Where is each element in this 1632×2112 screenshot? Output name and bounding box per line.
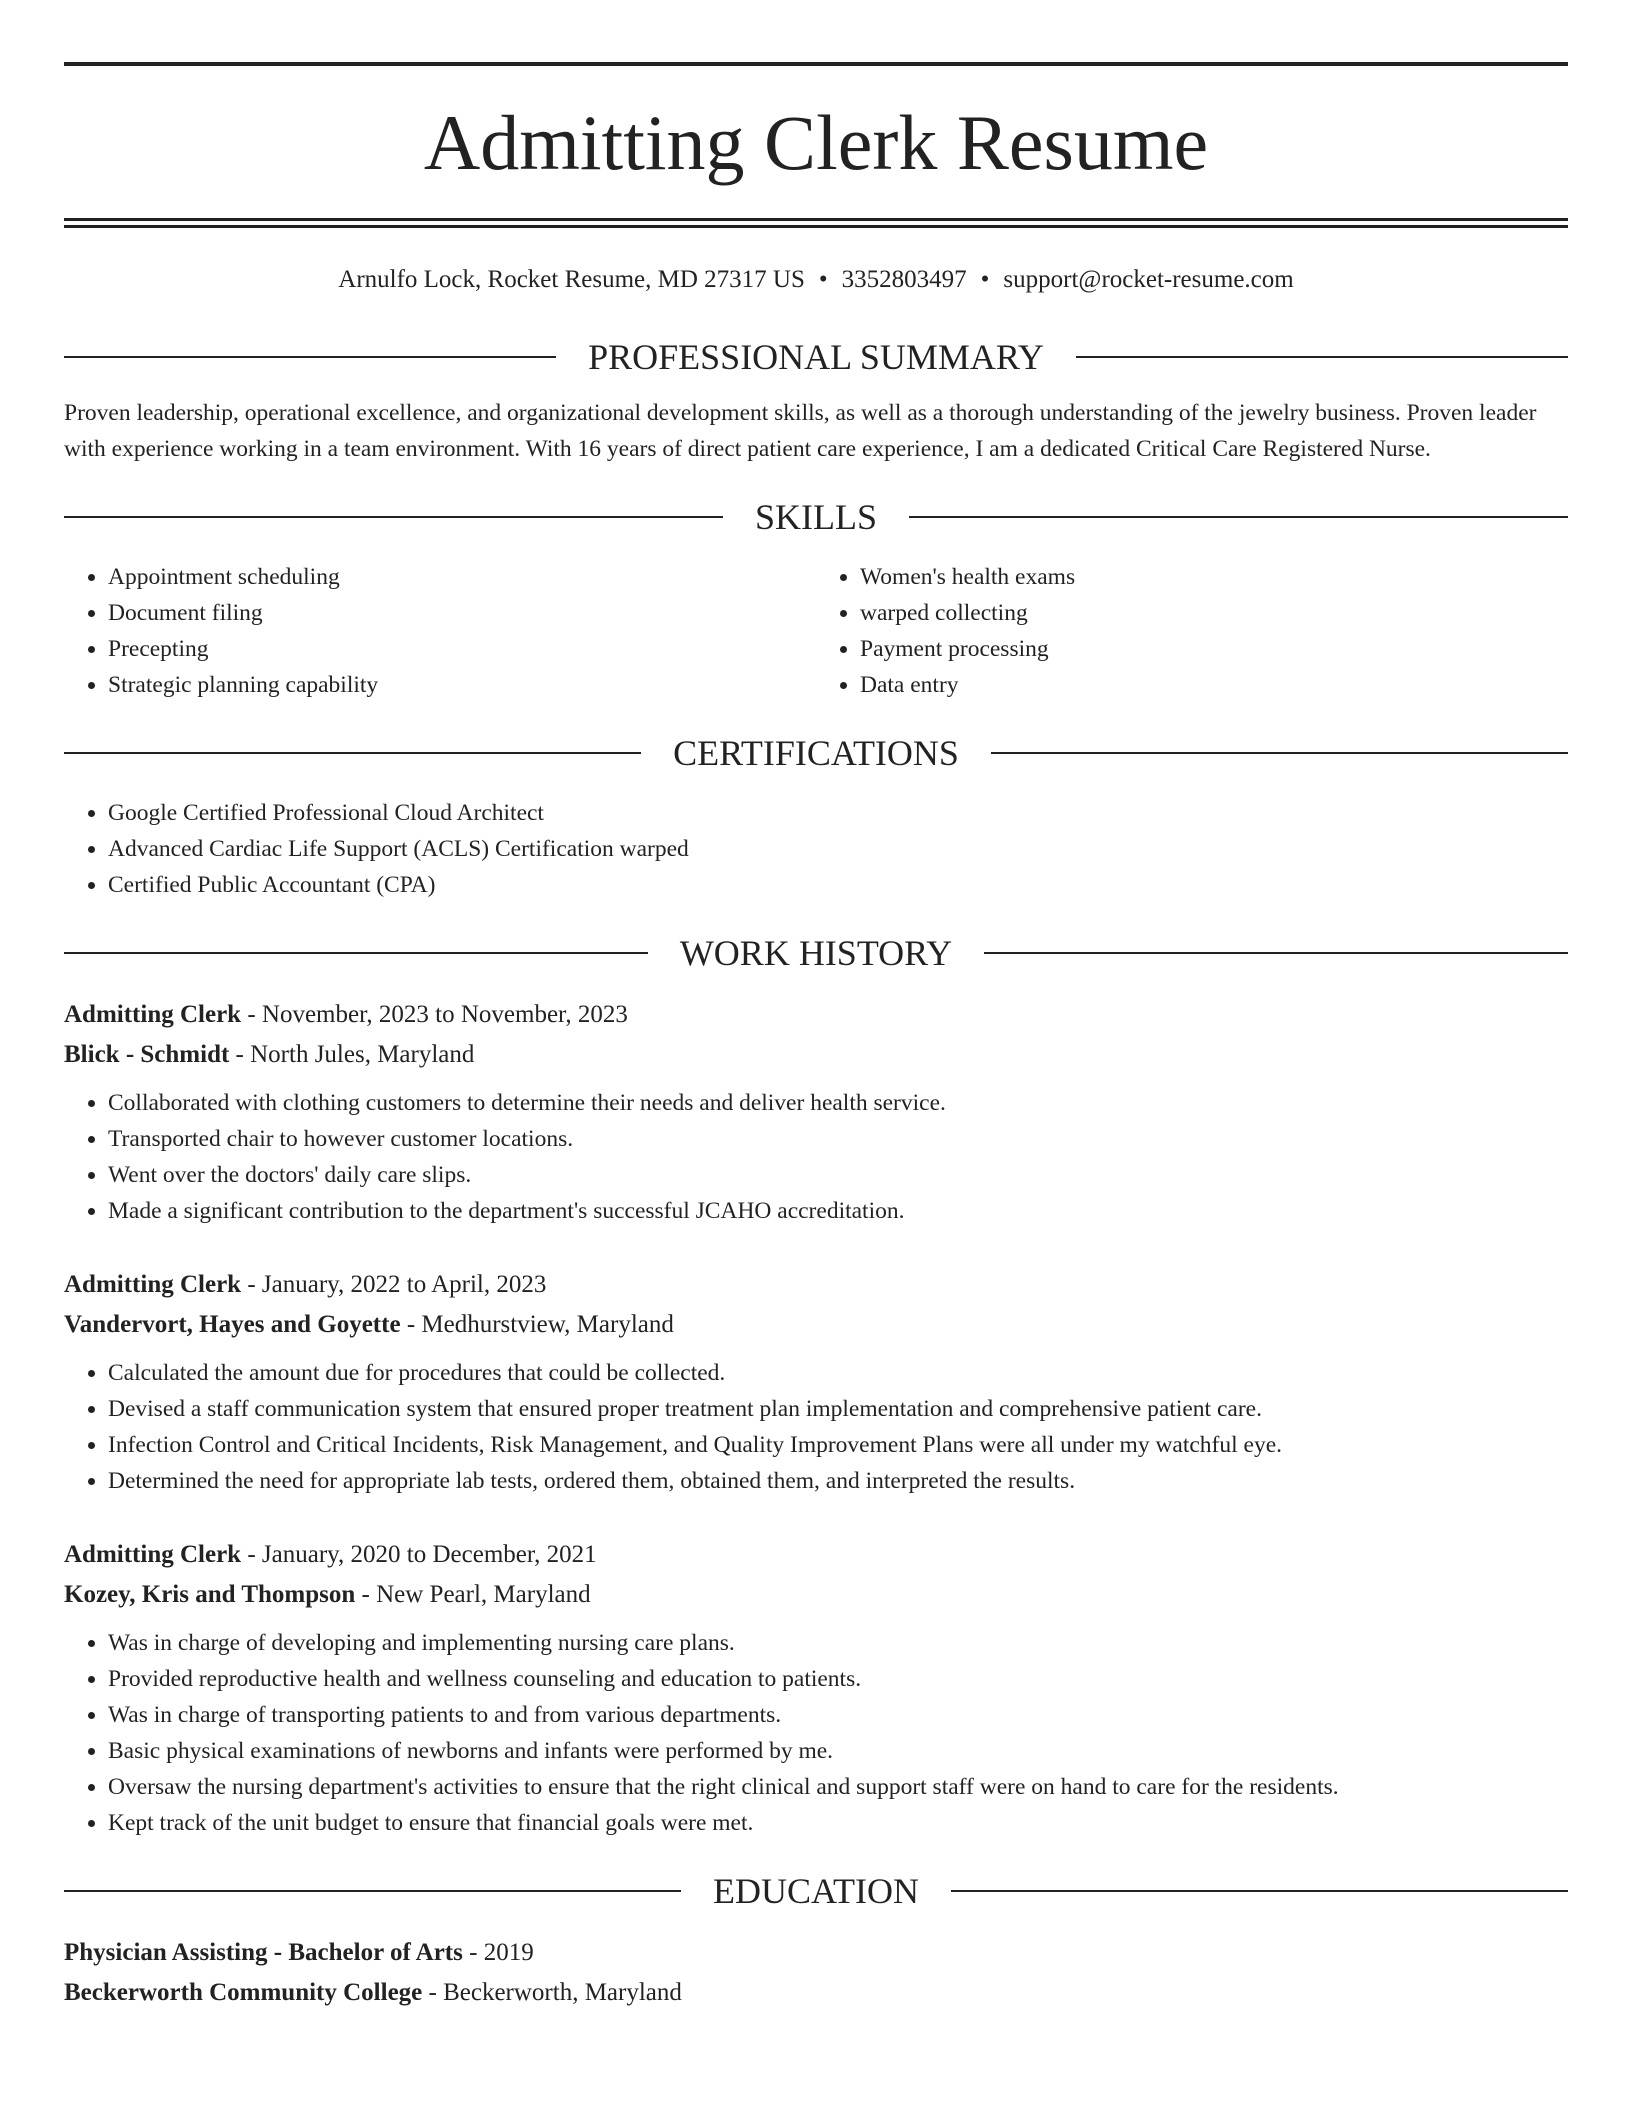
education-location: - Beckerworth, Maryland (422, 1979, 682, 2006)
job-entry (64, 1265, 1568, 1499)
education-school-line (64, 1973, 1568, 2013)
job-bullet: • Oversaw the nursing department's activities to ensure that the right clinical and support staff were on hand to care for the residents. (108, 1769, 1568, 1805)
job-entry (64, 995, 1568, 1229)
heading-rule (64, 1890, 681, 1892)
job-company-line (64, 1305, 1568, 1345)
heading-rule (64, 516, 723, 518)
heading-rule (991, 752, 1568, 754)
contact-separator: • (818, 266, 828, 293)
education-school: Beckerworth Community College (64, 1979, 423, 2006)
skill-item: • Payment processing (860, 631, 1568, 667)
job-bullet: • Provided reproductive health and wellness counseling and education to patients. (108, 1661, 1568, 1697)
job-dates: - January, 2020 to December, 2021 (241, 1541, 597, 1568)
section-heading-certifications (64, 733, 1568, 773)
job-company: Blick - Schmidt (64, 1041, 230, 1068)
contact-address: Arnulfo Lock, Rocket Resume, MD 27317 US (338, 266, 805, 293)
skill-item: • Appointment scheduling (108, 559, 816, 595)
job-title-line (64, 995, 1568, 1035)
job-company: Kozey, Kris and Thompson (64, 1581, 356, 1608)
summary-text: Proven leadership, operational excellence, and organizational development skills, as well as a thorough understanding of the jewelry business. Proven leader with experience working in a team environment. With 16 years of direct patient care experience, I am a dedicated Critical Care Registered Nurse. (64, 400, 1537, 462)
contact-separator: • (980, 266, 990, 293)
job-bullet: • Went over the doctors' daily care slips. (108, 1157, 1568, 1193)
skill-item: • Precepting (108, 631, 816, 667)
job-company: Vandervort, Hayes and Goyette (64, 1311, 401, 1338)
job-title: Admitting Clerk (64, 1271, 242, 1298)
job-bullet: • Was in charge of developing and implementing nursing care plans. (108, 1625, 1568, 1661)
education-year: - 2019 (462, 1939, 534, 1966)
education-degree-line (64, 1933, 1568, 1973)
section-heading-label: CERTIFICATIONS (673, 733, 959, 773)
job-dates: - November, 2023 to November, 2023 (241, 1001, 628, 1028)
heading-rule (64, 752, 641, 754)
certification-item: • Certified Public Accountant (CPA) (108, 867, 1568, 903)
section-heading-label: SKILLS (755, 497, 878, 537)
skill-item: • Document filing (108, 595, 816, 631)
skill-item: • warped collecting (860, 595, 1568, 631)
section-heading-summary (64, 337, 1568, 377)
education-degree: Physician Assisting - Bachelor of Arts (64, 1939, 463, 1966)
job-location: - Medhurstview, Maryland (400, 1311, 674, 1338)
skill-item: • Strategic planning capability (108, 667, 816, 703)
job-title-line (64, 1535, 1568, 1575)
certification-item: • Google Certified Professional Cloud Architect (108, 795, 1568, 831)
skill-item: • Data entry (860, 667, 1568, 703)
job-title: Admitting Clerk (64, 1541, 242, 1568)
job-bullets (64, 1625, 1568, 1841)
heading-rule (909, 516, 1568, 518)
contact-email: support@rocket-resume.com (1003, 266, 1294, 293)
job-bullet: • Basic physical examinations of newborns and infants were performed by me. (108, 1733, 1568, 1769)
job-bullet: • Was in charge of transporting patients to and from various departments. (108, 1697, 1568, 1733)
page-title: Admitting Clerk Resume (423, 99, 1209, 186)
job-dates: - January, 2022 to April, 2023 (241, 1271, 547, 1298)
skills-column-left (64, 559, 816, 703)
job-bullet: • Determined the need for appropriate lab tests, ordered them, obtained them, and interpreted the results. (108, 1463, 1568, 1499)
skills-column-right (816, 559, 1568, 703)
skill-item: • Women's health exams (860, 559, 1568, 595)
section-heading-label: EDUCATION (713, 1871, 919, 1911)
job-bullet: • Collaborated with clothing customers to determine their needs and deliver health service. (108, 1085, 1568, 1121)
section-heading-education (64, 1871, 1568, 1911)
heading-rule (951, 1890, 1568, 1892)
title-double-rule (64, 218, 1568, 228)
section-heading-work-history (64, 933, 1568, 973)
job-company-line (64, 1035, 1568, 1075)
job-bullet: • Infection Control and Critical Incidents, Risk Management, and Quality Improvement Plans were all under my watchful eye. (108, 1427, 1568, 1463)
job-title-line (64, 1265, 1568, 1305)
heading-rule (984, 952, 1568, 954)
education-entry (64, 1933, 1568, 2013)
job-title: Admitting Clerk (64, 1001, 242, 1028)
section-heading-label: WORK HISTORY (679, 933, 953, 973)
job-bullet: • Calculated the amount due for procedures that could be collected. (108, 1355, 1568, 1391)
certifications-list (64, 795, 1568, 903)
job-bullet: • Transported chair to however customer locations. (108, 1121, 1568, 1157)
skills-list (64, 559, 1568, 703)
heading-rule (1076, 356, 1568, 358)
job-location: - North Jules, Maryland (229, 1041, 475, 1068)
heading-rule (64, 356, 556, 358)
job-location: - New Pearl, Maryland (355, 1581, 591, 1608)
contact-line (64, 265, 1568, 295)
certification-item: • Advanced Cardiac Life Support (ACLS) Certification warped (108, 831, 1568, 867)
job-entry (64, 1535, 1568, 1841)
job-bullet: • Kept track of the unit budget to ensure that financial goals were met. (108, 1805, 1568, 1841)
section-heading-skills (64, 497, 1568, 537)
job-bullet: • Devised a staff communication system that ensured proper treatment plan implementation and comprehensive patient care. (108, 1391, 1568, 1427)
section-heading-label: PROFESSIONAL SUMMARY (588, 337, 1044, 377)
job-bullets (64, 1085, 1568, 1229)
job-bullets (64, 1355, 1568, 1499)
contact-phone: 3352803497 (841, 266, 967, 293)
job-bullet: • Made a significant contribution to the department's successful JCAHO accreditation. (108, 1193, 1568, 1229)
heading-rule (64, 952, 648, 954)
job-company-line (64, 1575, 1568, 1615)
